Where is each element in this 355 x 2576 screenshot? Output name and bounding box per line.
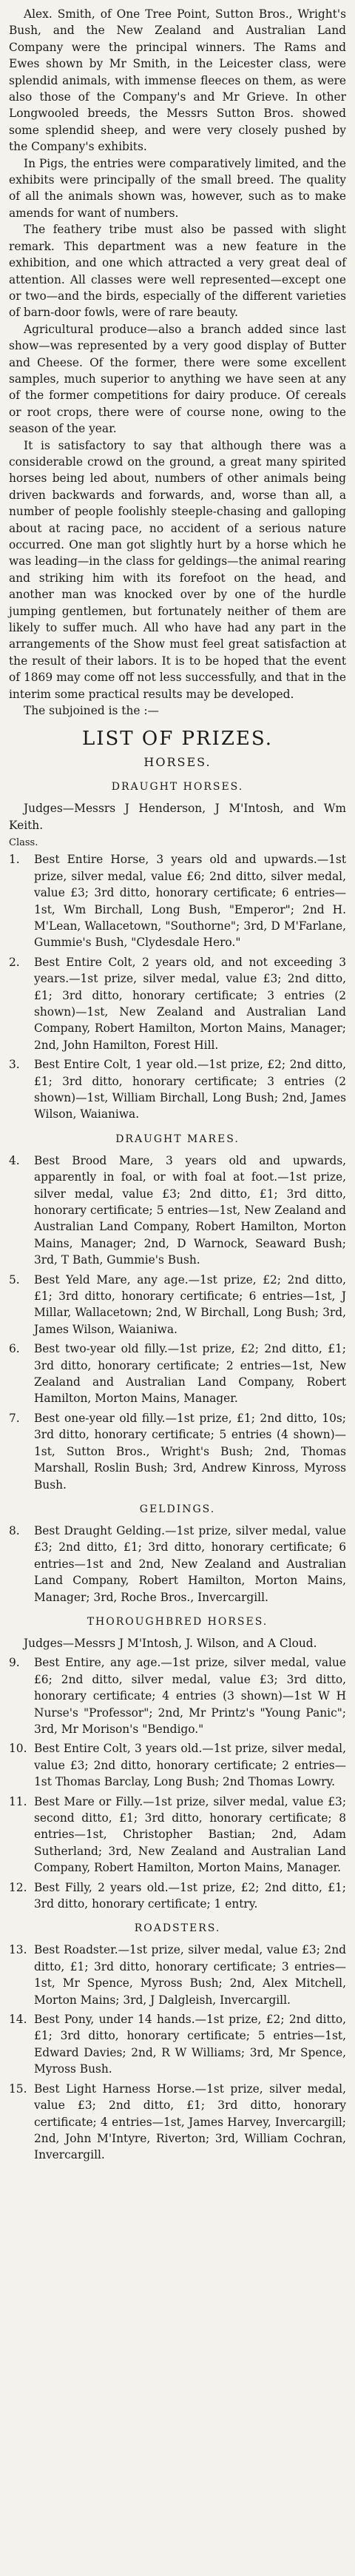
entry-number: 2. [9, 955, 20, 969]
entry-text: Best Draught Gelding.—1st prize, silver medal, value £3; 2nd ditto, £1; 3rd ditto, honorary certificate; 6 entries—1st and 2nd, New Zealand and Australian Land Company, Robert Hamilton, Morton Mains, Manager; 3rd, Roche Bros., Invercargill. [34, 1523, 346, 1604]
prize-sections [9, 779, 346, 2163]
prize-entry [9, 1056, 346, 1123]
entry-text: Best Entire Colt, 3 years old.—1st prize, silver medal, value £3; 2nd ditto, honorary certificate; 2 entries—1st Thomas Barclay, Long Bush; 2nd Thomas Lowry. [34, 1742, 346, 1789]
prize-entry [9, 1740, 346, 1790]
prize-entry [9, 1794, 346, 1876]
article-paragraph: In Pigs, the entries were comparatively limited, and the exhibits were principally of the small breed. The quality of all the animals shown was, however, such as to make amends for want of numbers. [9, 156, 346, 220]
entry-number: 13. [9, 1943, 27, 1957]
entry-number: 7. [9, 1411, 20, 1425]
prize-entry [9, 1942, 346, 2008]
prize-entry [9, 1341, 346, 1407]
judges-line: Judges—Messrs J M'Intosh, J. Wilson, and A Cloud. [24, 1636, 317, 1650]
section-heading: ROADSTERS. [134, 1922, 221, 1935]
entry-number: 4. [9, 1153, 20, 1167]
article-paragraph: Agricultural produce—also a branch added since last show—was represented by a very good display of Butter and Cheese. Of the former, there were some excellent samples, much superior to anything we have seen at any of the former competitions for dairy produce. Of cereals or root crops, there were of course none, owing to the season of the year. [9, 322, 346, 436]
entry-number: 12. [9, 1880, 27, 1894]
entry-text: Best Roadster.—1st prize, silver medal, value £3; 2nd ditto, £1; 3rd ditto, honorary certificate; 3 entries—1st, Mr Spence, Myross Bush; 2nd, Alex Mitchell, Morton Mains; 3rd, J Dalgleish, Invercargill. [34, 1943, 346, 2007]
entry-number: 14. [9, 2013, 27, 2027]
prize-entry [9, 1272, 346, 1338]
entry-text: Best Pony, under 14 hands.—1st prize, £2; 2nd ditto, £1; 3rd ditto, honorary certificate; 5 entries—1st, Edward Davies; 2nd, R W Williams; 3rd, Mr Spence, Myross Bush. [34, 2013, 346, 2076]
entry-number: 15. [9, 2082, 27, 2096]
section-heading: GELDINGS. [139, 1503, 216, 1515]
article-paragraph: The feathery tribe must also be passed with slight remark. This department was a new feature in the exhibition, and one which attracted a very great deal of attention. All classes were well represented—except one or two—and the birds, especially of the different varieties of barn-door fowls, were of rare beauty. [9, 223, 346, 320]
prize-entry [9, 1410, 346, 1493]
entry-text: Best Yeld Mare, any age.—1st prize, £2; 2nd ditto, £1; 3rd ditto, honorary certificate; 6 entries—1st, J Millar, Wallacetown; 2nd, W Birchall, Long Bush; 3rd, James Wilson, Waianiwa. [34, 1272, 346, 1336]
section-heading: DRAUGHT MARES. [115, 1133, 240, 1145]
class-label: Class. [9, 837, 38, 849]
entry-text: Best one-year old filly.—1st prize, £1; 2nd ditto, 10s; 3rd ditto, honorary certificate; 5 entries (4 shown)—1st, Sutton Bros., Wright's Bush; 2nd, Thomas Marshall, Roslin Bush; 3rd, Andrew Kinross, Myross Bush. [34, 1411, 346, 1492]
entry-text: Best Entire Horse, 3 years old and upwards.—1st prize, silver medal, value £6; 2nd ditto, silver medal, value £3; 3rd ditto, honorary certificate; 6 entries—1st, Wm Birchall, Long Bush, "Emperor"; 2nd H. M'Lean, Wallacetown, "Southorne"; 3rd, D M'Farlane, Gummie's Bush, "Clydesdale Hero." [34, 853, 346, 950]
entry-text: Best Brood Mare, 3 years old and upwards, apparently in foal, or with foal at foot.—1st prize, silver medal, value £3; 2nd ditto, £1; 3rd ditto, honorary certificate; 5 entries—1st, New Zealand and Australian Land Company, Robert Hamilton, Morton Mains, Manager; 2nd, D Warnock, Seaward Bush; 3rd, T Bath, Gummie's Bush. [34, 1153, 346, 1267]
horses-heading: HORSES. [143, 755, 212, 770]
article-paragraph: It is satisfactory to say that although there was a considerable crowd on the ground, a great many spirited horses being led about, numbers of other animals being driven backwards and forwards, and, worse than all, a number of people foolishly steeple-chasing and galloping about at racing pace, no accident of a serious nature occurred. One man got slightly hurt by a horse which he was leading—in the class for geldings—the animal rearing and striking him with its forefoot on the head, and another man was knocked over by one of the hurdle jumping gentlemen, but fortunately neither of them are likely to suffer much. All who have had any part in the arrangements of the Show must feel great satisfaction at the result of their labors. It is to be hoped that the event of 1869 may come off not less successfully, and that in the interim some practical results may be developed. [9, 438, 346, 701]
entry-number: 5. [9, 1272, 20, 1287]
entry-number: 8. [9, 1523, 20, 1537]
prize-entry [9, 1153, 346, 1269]
article-paragraph: The subjoined is the :— [24, 704, 159, 718]
prize-entry [9, 954, 346, 1053]
entry-text: Best two-year old filly.—1st prize, £2; 2nd ditto, £1; 3rd ditto, honorary certificate; 2 entries—1st, New Zealand and Australian Land Company, Robert Hamilton, Morton Mains, Manager. [34, 1342, 346, 1406]
list-of-prizes-title: LIST OF PRIZES. [81, 728, 274, 751]
entry-number: 11. [9, 1794, 27, 1808]
section-heading: DRAUGHT HORSES. [111, 781, 244, 794]
prize-entry [9, 1879, 346, 1913]
prize-entry [9, 1523, 346, 1606]
judges-line: Judges—Messrs J Henderson, J M'Intosh, and Wm Keith. [9, 802, 346, 832]
entry-number: 3. [9, 1058, 20, 1072]
entry-text: Best Light Harness Horse.—1st prize, silver medal, value £3; 2nd ditto, £1; 3rd ditto, honorary certificate; 4 entries—1st, James Harvey, Invercargill; 2nd, John M'Intyre, Riverton; 3rd, William Cochran, Invercargill. [34, 2082, 346, 2162]
entry-text: Best Entire, any age.—1st prize, silver medal, value £6; 2nd ditto, silver medal, value £3; 3rd ditto, honorary certificate; 4 entries (3 shown)—1st W H Nurse's "Professor"; 2nd, Mr Printz's "Young Panic"; 3rd, Mr Morison's "Bendigo." [34, 1656, 346, 1736]
section-heading: THOROUGHBRED HORSES. [87, 1615, 268, 1628]
entry-text: Best Entire Colt, 2 years old, and not exceeding 3 years.—1st prize, silver medal, value £3; 2nd ditto, £1; 3rd ditto, honorary certificate; 3 entries (2 shown)—1st, New Zealand and Australian Land Company, Robert Hamilton, Morton Mains, Manager; 2nd, John Hamilton, Forest Hill. [34, 955, 346, 1052]
entry-text: Best Entire Colt, 1 year old.—1st prize, £2; 2nd ditto, £1; 3rd ditto, honorary certificate; 3 entries (2 shown)—1st, William Birchall, Long Bush; 2nd, James Wilson, Waianiwa. [34, 1058, 346, 1121]
prize-entry [9, 1654, 346, 1737]
prize-entry [9, 851, 346, 950]
prize-entry [9, 2081, 346, 2164]
entry-number: 9. [9, 1656, 20, 1670]
entry-text: Best Mare or Filly.—1st prize, silver medal, value £3; second ditto, £1; 3rd ditto, honorary certificate; 8 entries—1st, Christopher Bastian; 2nd, Adam Sutherland; 3rd, New Zealand and Australian Land Company, Robert Hamilton, Morton Mains, Manager. [34, 1794, 346, 1875]
entry-number: 6. [9, 1342, 20, 1356]
entry-number: 10. [9, 1742, 27, 1756]
entry-text: Best Filly, 2 years old.—1st prize, £2; 2nd ditto, £1; 3rd ditto, honorary certificate; 1 entry. [34, 1880, 346, 1911]
prize-entry [9, 2011, 346, 2078]
article-paragraph: Alex. Smith, of One Tree Point, Sutton Bros., Wright's Bush, and the New Zealand and Australian Land Company were the principal winners. The Rams and Ewes shown by Mr Smith, in the Leicester class, were splendid animals, with immense fleeces on them, as were also those of the Company's and Mr Grieve. In other Longwooled breeds, the Messrs Sutton Bros. showed some splendid sheep, and were very closely pushed by the Company's exhibits. [9, 7, 346, 154]
article-body [9, 6, 346, 719]
entry-number: 1. [9, 853, 20, 867]
